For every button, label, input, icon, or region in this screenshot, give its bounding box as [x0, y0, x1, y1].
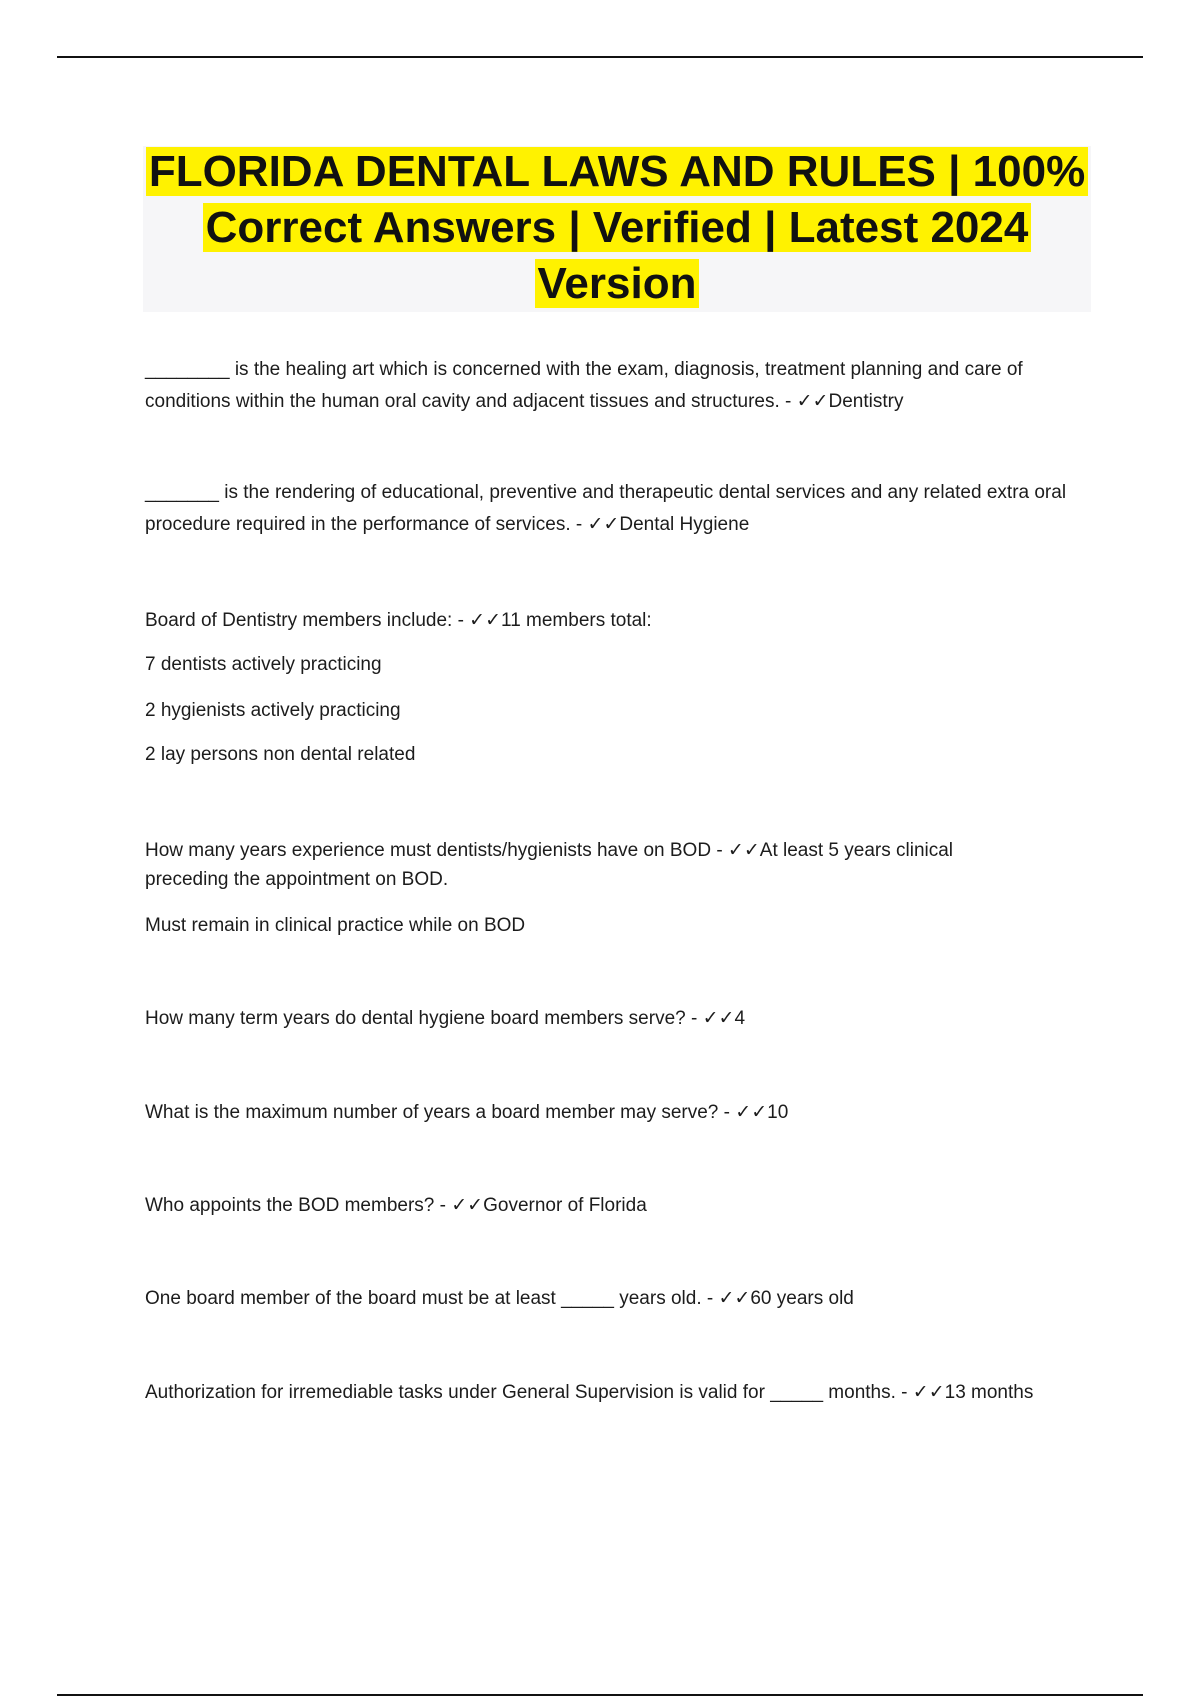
answer-text: Dentistry — [828, 391, 904, 412]
question-text: _______ is the rendering of educational, preventive and therapeutic dental services and any related extra oral procedure required in the performance of services. — [145, 482, 1067, 535]
question-text: ________ is the healing art which is concerned with the exam, diagnosis, treatment planning and care of conditions within the human oral cavity and adjacent tissues and structures. — [145, 359, 1023, 412]
answer-text: 10 — [767, 1102, 789, 1123]
answer-text: 11 members total: — [501, 610, 652, 631]
qa-item-5 — [145, 1005, 745, 1033]
qa-item-7 — [145, 1192, 647, 1220]
detail-line: 2 lay persons non dental related — [145, 744, 416, 765]
answer-text: At least 5 years clinical preceding the appointment on BOD. — [145, 840, 954, 890]
answer-marker: - ✓✓ — [701, 1288, 751, 1309]
title-highlight: FLORIDA DENTAL LAWS AND RULES | 100% Correct Answers | Verified | Latest 2024 Version — [146, 147, 1088, 308]
qa-item-2 — [145, 477, 1095, 541]
question-text: Board of Dentistry members include: — [145, 610, 453, 631]
answer-text: 60 years old — [750, 1288, 854, 1309]
answer-marker: - ✓✓ — [452, 610, 502, 631]
qa-item-1 — [145, 354, 1095, 418]
top-rule — [57, 56, 1143, 58]
answer-marker: - ✓✓ — [570, 514, 620, 535]
answer-marker: - ✓✓ — [779, 391, 829, 412]
qa-item-4 — [145, 836, 1025, 894]
qa-item-6 — [145, 1099, 788, 1127]
qa-item-8 — [145, 1285, 854, 1313]
question-text: Authorization for irremediable tasks under General Supervision is valid for _____ months. — [145, 1382, 896, 1403]
qa-item-3 — [145, 607, 652, 635]
answer-text: 13 months — [944, 1382, 1034, 1403]
question-text: One board member of the board must be at least _____ years old. — [145, 1288, 702, 1309]
detail-line: 7 dentists actively practicing — [145, 654, 382, 675]
answer-marker: - ✓✓ — [711, 840, 760, 861]
bottom-rule — [57, 1694, 1143, 1696]
answer-marker: - ✓✓ — [718, 1102, 768, 1123]
answer-marker: - ✓✓ — [434, 1195, 484, 1216]
document-title — [143, 144, 1091, 312]
answer-text: 4 — [734, 1008, 746, 1029]
answer-marker: - ✓✓ — [895, 1382, 945, 1403]
question-text: Who appoints the BOD members? — [145, 1195, 435, 1216]
answer-text: Dental Hygiene — [619, 514, 750, 535]
detail-line: Must remain in clinical practice while on BOD — [145, 915, 526, 936]
qa-item-9 — [145, 1379, 1033, 1407]
question-text: What is the maximum number of years a board member may serve? — [145, 1102, 719, 1123]
question-text: How many term years do dental hygiene board members serve? — [145, 1008, 686, 1029]
answer-marker: - ✓✓ — [685, 1008, 735, 1029]
answer-text: Governor of Florida — [483, 1195, 647, 1216]
question-text: How many years experience must dentists/hygienists have on BOD — [145, 840, 712, 861]
detail-line: 2 hygienists actively practicing — [145, 700, 401, 721]
